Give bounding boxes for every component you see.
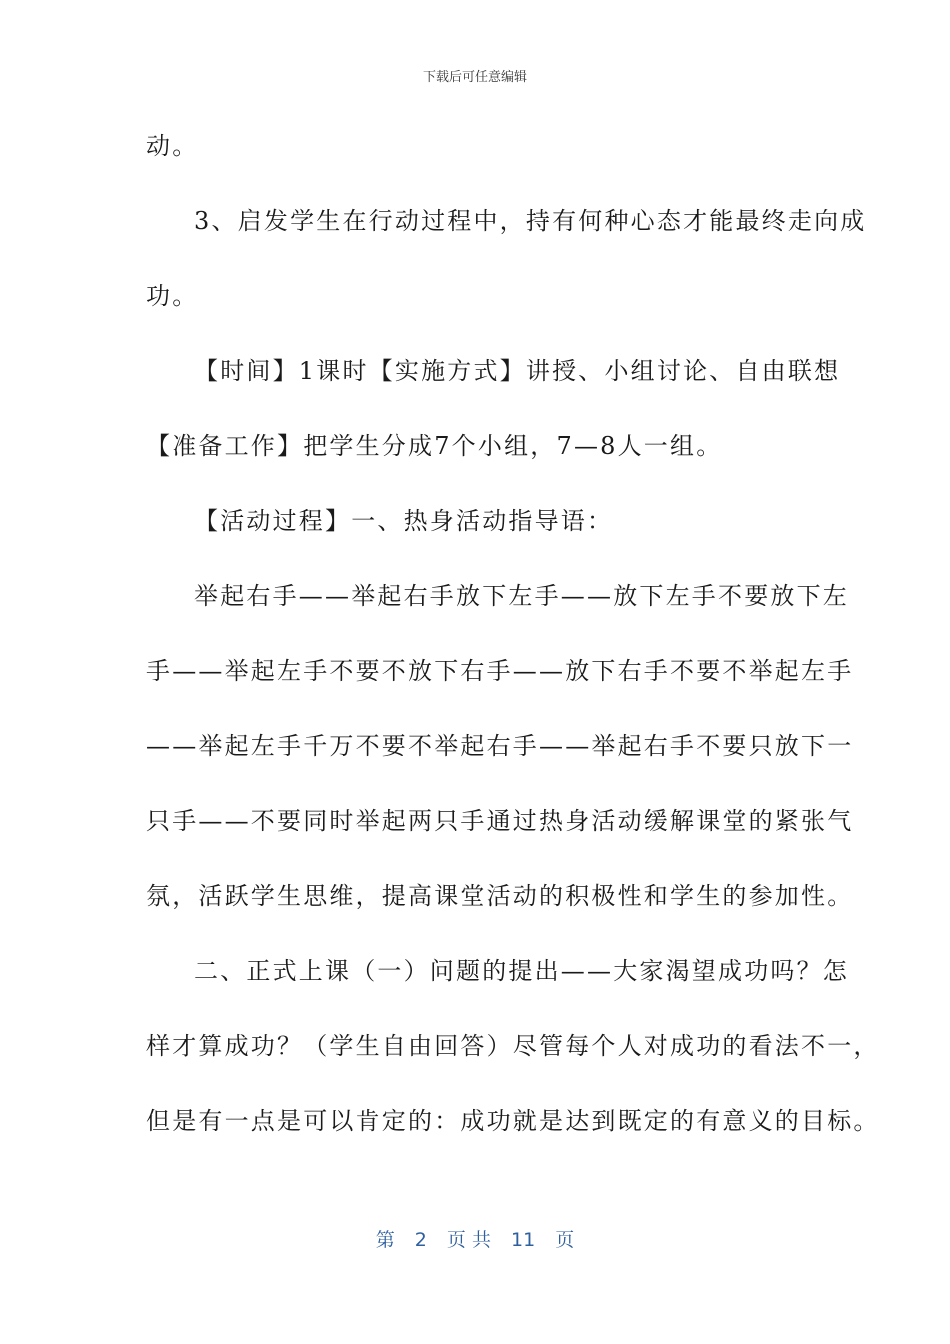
text-line: 【准备工作】把学生分成7个小组，7—8人一组。 — [146, 432, 723, 460]
page-header: 下载后可任意编辑 — [422, 70, 527, 85]
text-line: 功。 — [146, 282, 199, 310]
text-line: 举起右手——举起右手放下左手——放下左手不要放下左 — [194, 582, 849, 610]
text-line: ——举起左手千万不要不举起右手——举起右手不要只放下一 — [146, 732, 854, 760]
text-line: 只手——不要同时举起两只手通过热身活动缓解课堂的紧张气 — [146, 807, 854, 835]
footer-middle: 页 共 — [446, 1229, 491, 1251]
text-line: 二、正式上课（一）问题的提出——大家渴望成功吗？怎 — [194, 957, 849, 985]
text-line: 氛，活跃学生思维，提高课堂活动的积极性和学生的参加性。 — [146, 882, 854, 910]
footer-suffix: 页 — [555, 1229, 575, 1251]
current-page-number: 2 — [414, 1229, 427, 1251]
text-line: 3、启发学生在行动过程中，持有何种心态才能最终走向成 — [194, 207, 867, 235]
text-line: 但是有一点是可以肯定的：成功就是达到既定的有意义的目标。 — [146, 1107, 880, 1135]
text-line: 【活动过程】一、热身活动指导语： — [194, 507, 614, 535]
text-line: 【时间】1课时【实施方式】讲授、小组讨论、自由联想 — [194, 357, 841, 385]
text-line: 样才算成功？（学生自由回答）尽管每个人对成功的看法不一， — [146, 1032, 880, 1060]
text-line: 动。 — [146, 132, 199, 160]
total-pages-number: 11 — [511, 1229, 536, 1251]
text-line: 手——举起左手不要不放下右手——放下右手不要不举起左手 — [146, 657, 854, 685]
document-body — [146, 118, 880, 1168]
page-footer — [0, 1225, 950, 1252]
footer-prefix: 第 — [375, 1229, 395, 1251]
